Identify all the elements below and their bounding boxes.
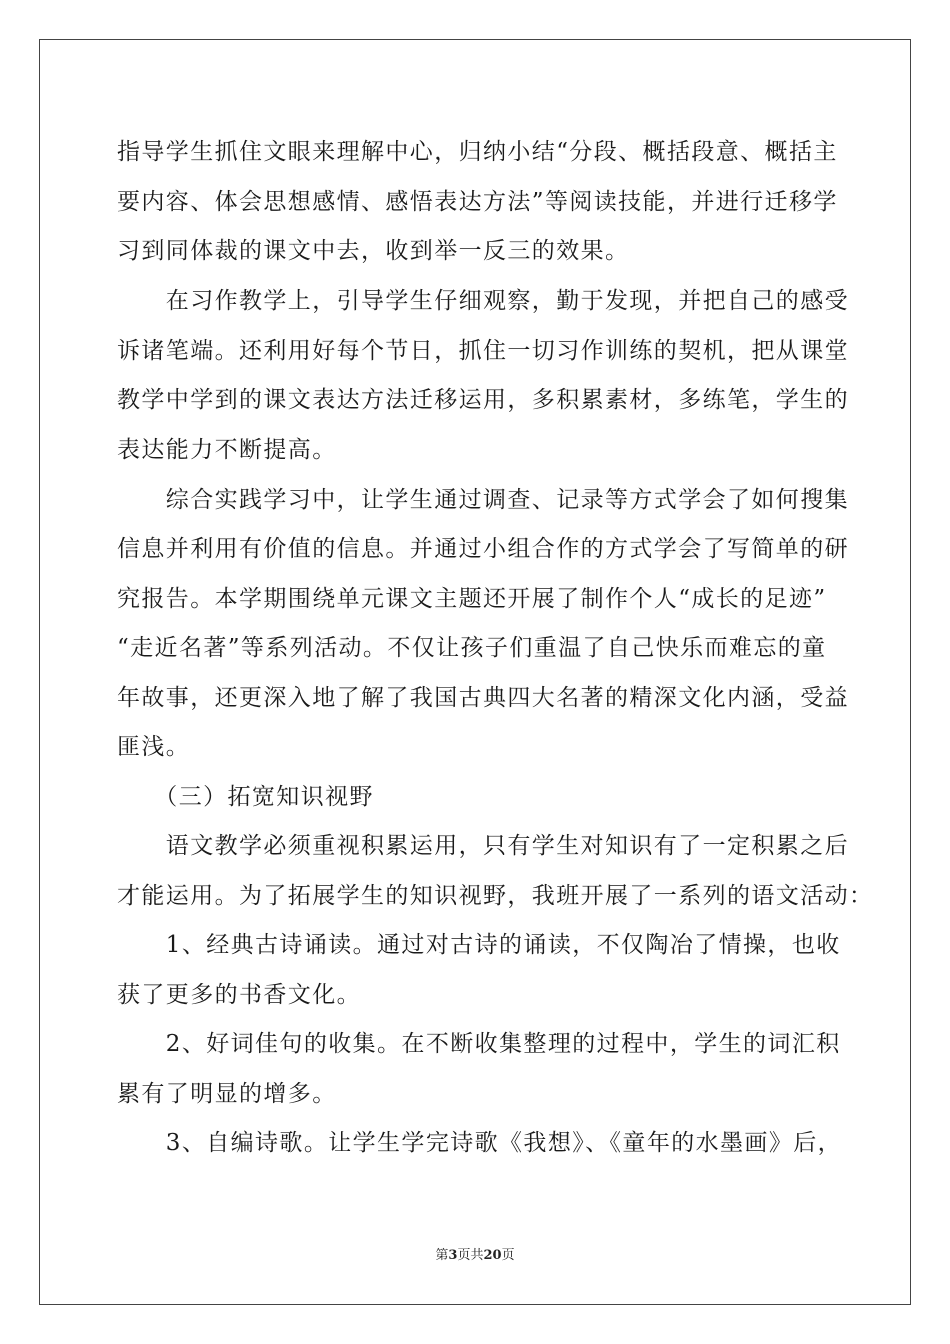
page-total <box>470 1248 514 1263</box>
text-line: 获了更多的书香文化。 <box>117 982 361 1008</box>
page-suffix: 页 <box>457 1248 471 1263</box>
text-line: 在习作教学上，引导学生仔细观察，勤于发现，并把自己的感受 <box>117 288 849 314</box>
page-footer <box>0 1247 950 1265</box>
text-line: 教学中学到的课文表达方法迁移运用，多积累素材，多练笔，学生的 <box>117 387 849 413</box>
text-line: 匪浅。 <box>117 734 191 760</box>
page-border <box>39 39 911 1305</box>
text-line: 诉诸笔端。还利用好每个节日，抓住一切习作训练的契机，把从课堂 <box>117 338 849 364</box>
section-heading: （三）拓宽知识视野 <box>117 784 374 810</box>
total-prefix: 共 <box>470 1248 484 1263</box>
text-line: 习到同体裁的课文中去，收到举一反三的效果。 <box>117 238 630 264</box>
text-line: 表达能力不断提高。 <box>117 437 337 463</box>
text-line: 指导学生抓住文眼来理解中心，归纳小结“分段、概括段意、概括主 <box>117 139 838 165</box>
text-line: 综合实践学习中，让学生通过调查、记录等方式学会了如何搜集 <box>117 487 849 513</box>
text-line: 1、经典古诗诵读。通过对古诗的诵读，不仅陶冶了情操，也收 <box>117 932 841 958</box>
total-pages: 20 <box>483 1248 502 1263</box>
text-line: 才能运用。为了拓展学生的知识视野，我班开展了一系列的语文活动： <box>117 883 874 909</box>
text-line: 语文教学必须重视积累运用，只有学生对知识有了一定积累之后 <box>117 833 849 859</box>
text-line: 累有了明显的增多。 <box>117 1081 337 1107</box>
text-line: 3、自编诗歌。让学生学完诗歌《我想》、《童年的水墨画》后， <box>117 1130 843 1156</box>
total-suffix: 页 <box>501 1248 515 1263</box>
text-line: 究报告。本学期围绕单元课文主题还开展了制作个人“成长的足迹” <box>117 586 827 612</box>
text-line: 年故事，还更深入地了解了我国古典四大名著的精深文化内涵，受益 <box>117 685 849 711</box>
current-page: 3 <box>448 1248 458 1263</box>
text-line: 要内容、体会思想感情、感悟表达方法”等阅读技能，并进行迁移学 <box>117 189 838 215</box>
text-line: 信息并利用有价值的信息。并通过小组合作的方式学会了写简单的研 <box>117 536 849 562</box>
text-line: 2、好词佳句的收集。在不断收集整理的过程中，学生的词汇积 <box>117 1031 841 1057</box>
page-number <box>435 1248 470 1263</box>
page-prefix: 第 <box>435 1248 449 1263</box>
text-line: “走近名著”等系列活动。不仅让孩子们重温了自己快乐而难忘的童 <box>117 635 827 661</box>
